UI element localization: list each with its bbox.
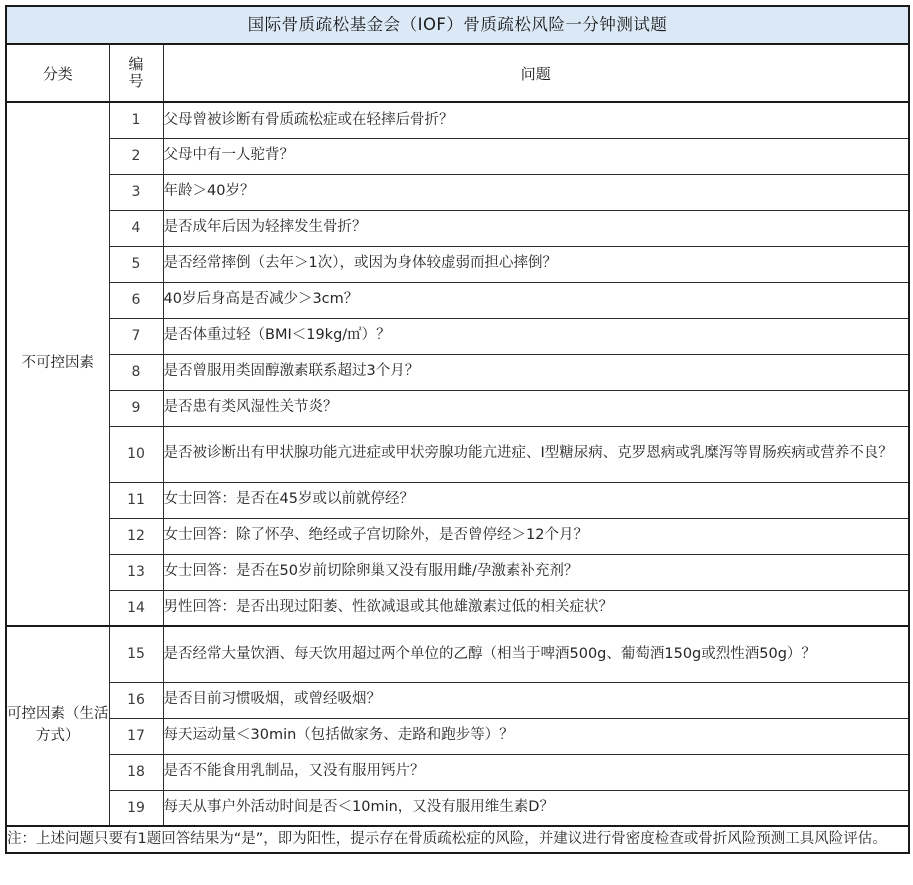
- row-number: 12: [109, 518, 163, 554]
- row-question: 每天运动量＜30min（包括做家务、走路和跑步等）？: [163, 718, 909, 754]
- row-question: 是否体重过轻（BMI＜19kg/㎡）？: [163, 318, 909, 354]
- row-number: 17: [109, 718, 163, 754]
- table-row: [6, 210, 909, 246]
- iof-risk-questionnaire-table: [5, 5, 910, 854]
- row-number: 2: [109, 138, 163, 174]
- table-body: [6, 6, 909, 853]
- table-row: [6, 282, 909, 318]
- title-row: [6, 6, 909, 44]
- row-number: 16: [109, 682, 163, 718]
- row-number: 18: [109, 754, 163, 790]
- table-row: [6, 138, 909, 174]
- column-header-category: 分类: [6, 44, 109, 102]
- table-row: [6, 682, 909, 718]
- row-number: 1: [109, 102, 163, 138]
- row-question: 是否成年后因为轻摔发生骨折？: [163, 210, 909, 246]
- row-number: 13: [109, 554, 163, 590]
- table-row: [6, 318, 909, 354]
- row-number: 9: [109, 390, 163, 426]
- category-cell-uncontrollable: 不可控因素: [6, 102, 109, 626]
- row-number: 8: [109, 354, 163, 390]
- row-question: 女士回答：是否在45岁或以前就停经？: [163, 482, 909, 518]
- table-row: [6, 174, 909, 210]
- row-question: 是否患有类风湿性关节炎？: [163, 390, 909, 426]
- row-question: 是否经常大量饮酒、每天饮用超过两个单位的乙醇（相当于啤酒500g、葡萄酒150g或烈性酒50g）？: [163, 626, 909, 682]
- table-row: [6, 390, 909, 426]
- row-number: 3: [109, 174, 163, 210]
- table-row: [6, 790, 909, 826]
- table-row: [6, 354, 909, 390]
- page-title: 国际骨质疏松基金会（IOF）骨质疏松风险一分钟测试题: [6, 6, 909, 44]
- row-number: 5: [109, 246, 163, 282]
- row-question: 40岁后身高是否减少＞3cm？: [163, 282, 909, 318]
- table-row: [6, 754, 909, 790]
- row-number: 6: [109, 282, 163, 318]
- table-row: [6, 590, 909, 626]
- table-row: [6, 246, 909, 282]
- footer-note-row: [6, 826, 909, 853]
- row-number: 7: [109, 318, 163, 354]
- table-row: [6, 102, 909, 138]
- row-question: 是否曾服用类固醇激素联系超过3个月？: [163, 354, 909, 390]
- row-number: 19: [109, 790, 163, 826]
- column-header-number: 编号: [109, 44, 163, 102]
- footer-note: 注：上述问题只要有1题回答结果为“是”，即为阳性，提示存在骨质疏松症的风险，并建议进行骨密度检查或骨折风险预测工具风险评估。: [6, 826, 909, 853]
- row-number: 4: [109, 210, 163, 246]
- column-header-row: [6, 44, 909, 102]
- row-question: 是否目前习惯吸烟，或曾经吸烟？: [163, 682, 909, 718]
- row-question: 女士回答：除了怀孕、绝经或子宫切除外，是否曾停经＞12个月？: [163, 518, 909, 554]
- table-row: [6, 718, 909, 754]
- row-number: 14: [109, 590, 163, 626]
- row-question: 每天从事户外活动时间是否＜10min，又没有服用维生素D？: [163, 790, 909, 826]
- row-number: 11: [109, 482, 163, 518]
- row-number: 15: [109, 626, 163, 682]
- row-question: 男性回答：是否出现过阳萎、性欲减退或其他雄激素过低的相关症状？: [163, 590, 909, 626]
- table-row: [6, 482, 909, 518]
- row-question: 父母曾被诊断有骨质疏松症或在轻摔后骨折？: [163, 102, 909, 138]
- row-question: 是否被诊断出有甲状腺功能亢进症或甲状旁腺功能亢进症、I型糖尿病、克罗恩病或乳糜泻等胃肠疾病或营养不良？: [163, 426, 909, 482]
- row-question: 是否经常摔倒（去年＞1次），或因为身体较虚弱而担心摔倒？: [163, 246, 909, 282]
- table-row: [6, 518, 909, 554]
- table-row: [6, 426, 909, 482]
- table-row: [6, 626, 909, 682]
- row-question: 父母中有一人驼背？: [163, 138, 909, 174]
- row-question: 年龄＞40岁？: [163, 174, 909, 210]
- row-question: 是否不能食用乳制品，又没有服用钙片？: [163, 754, 909, 790]
- row-number: 10: [109, 426, 163, 482]
- table-row: [6, 554, 909, 590]
- category-cell-controllable: 可控因素（生活方式）: [6, 626, 109, 826]
- column-header-question: 问题: [163, 44, 909, 102]
- row-question: 女士回答：是否在50岁前切除卵巢又没有服用雌/孕激素补充剂？: [163, 554, 909, 590]
